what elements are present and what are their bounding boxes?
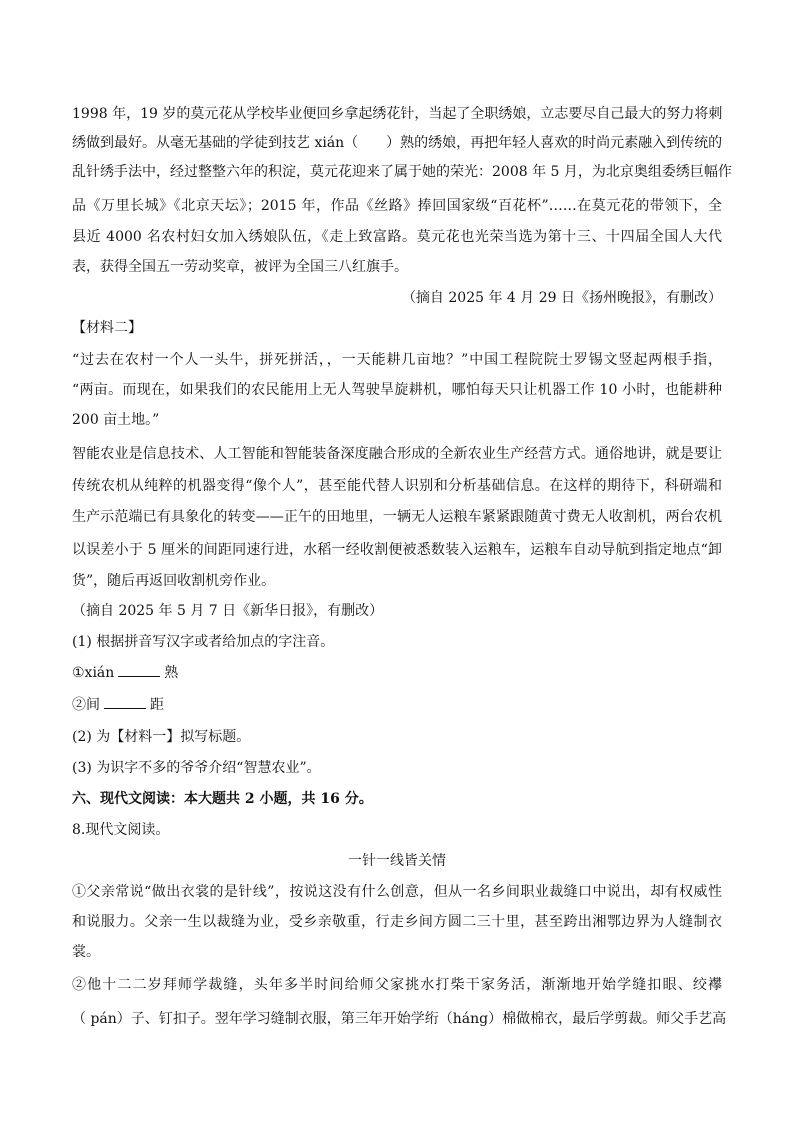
material2-heading: 【材料二】 [72,320,142,336]
essay-title: 一针一线皆关情 [348,853,446,869]
question-1a [72,662,722,682]
essay-line-1: ①父亲常说“做出衣裳的是针线”，按说这没有什么创意，但从一名乡间职业裁缝口中说出，却有权威性 [72,884,722,900]
answer-blank-1a[interactable] [118,662,160,677]
material2-line-8: 货”，随后再返回收割机旁作业。 [72,573,276,589]
question-2: (2) 为【材料一】拟写标题。 [72,729,251,745]
material2-line-4: 智能农业是信息技术、人工智能和智能装备深度融合形成的全新农业生产经营方式。通俗地讲，就是要让 [72,446,722,462]
para1-line-4: 品《万里长城》《北京天坛》；2015 年，作品《丝路》捧回国家级“百花杯”……在莫元花的带领下，全 [72,198,722,214]
question-1b-prefix: ②间 [72,697,100,713]
para1-line-1: 1998 年，19 岁的莫元花从学校毕业便回乡拿起绣花针，当起了全职绣娘，立志要尽自己最大的努力将刺 [72,106,723,122]
para1-line-6: 表，获得全国五一劳动奖章，被评为全国三八红旗手。 [72,259,408,275]
essay-line-2: 和说服力。父亲一生以裁缝为业，受乡亲敬重，行走乡间方圆二三十里，甚至跨出湘鄂边界为人缝制衣 [72,914,722,930]
section6-item: 8.现代文阅读。 [72,822,170,838]
material2-line-5: 传统农机从纯粹的机器变得“像个人”，甚至能代替人识别和分析基础信息。在这样的期待下，科研端和 [72,478,722,494]
material2-line-7: 以误差小于 5 厘米的间距同速行进，水稻一经收割便被悉数装入运粮车，运粮车自动导航到指定地点“卸 [72,542,722,558]
material2-line-3: 200 亩土地。” [72,412,160,428]
question-1b-suffix: 距 [150,697,164,713]
question-1a-suffix: 熟 [164,665,179,681]
material2-line-1: “过去在农村一个人一头牛，拼死拼活，，一天能耕几亩地？”中国工程院院士罗锡文竖起两根手指， [72,352,722,368]
para1-line-3: 乱针绣手法中，经过整整六年的积淀，莫元花迎来了属于她的荣光：2008 年 5 月，为北京奥组委绣巨幅作 [72,164,732,180]
question-3: (3) 为识字不多的爷爷介绍“智慧农业”。 [72,760,321,776]
question-1a-prefix: ①xián [72,665,115,681]
question-1: (1) 根据拼音写汉字或者给加点的字注音。 [72,634,335,650]
material2-line-6: 生产示范端已有具象化的转变——正午的田地里，一辆无人运粮车紧紧跟随黄寸费无人收割机，两台农机 [72,509,722,525]
essay-line-4: ②他十二二岁拜师学裁缝，头年多半时间给师父家挑水打柴干家务活，渐渐地开始学缝扣眼、绞襻 [72,977,722,993]
para1-line-2: 绣做到最好。从毫无基础的学徒到技艺 xián（ ）熟的绣娘，再把年轻人喜欢的时尚元素融入到传统的 [72,135,723,151]
para1-source: （摘自 2025 年 4 月 29 日《扬州晚报》，有删改） [401,290,722,306]
para1-line-5: 县近 4000 名农村妇女加入绣娘队伍，《走上致富路。莫元花也光荣当选为第十三、十四届全国人大代 [72,229,722,245]
answer-blank-1b[interactable] [104,694,146,709]
essay-line-3: 裳。 [72,944,100,960]
material2-source: （摘自 2025 年 5 月 7 日《新华日报》，有删改） [72,603,384,619]
question-1b [72,694,722,714]
essay-line-5: （ pán）子、钉扣子。翌年学习缝制衣服，第三年开始学绗（háng）棉做棉衣，最后学剪裁。师父手艺高 [72,1011,727,1027]
section6-heading: 六、现代文阅读：本大题共 2 小题，共 16 分。 [72,791,373,807]
material2-line-2: “两亩。而现在，如果我们的农民能用上无人驾驶旱旋耕机，哪怕每天只让机器工作 10 小时，也能耕种 [72,382,722,398]
